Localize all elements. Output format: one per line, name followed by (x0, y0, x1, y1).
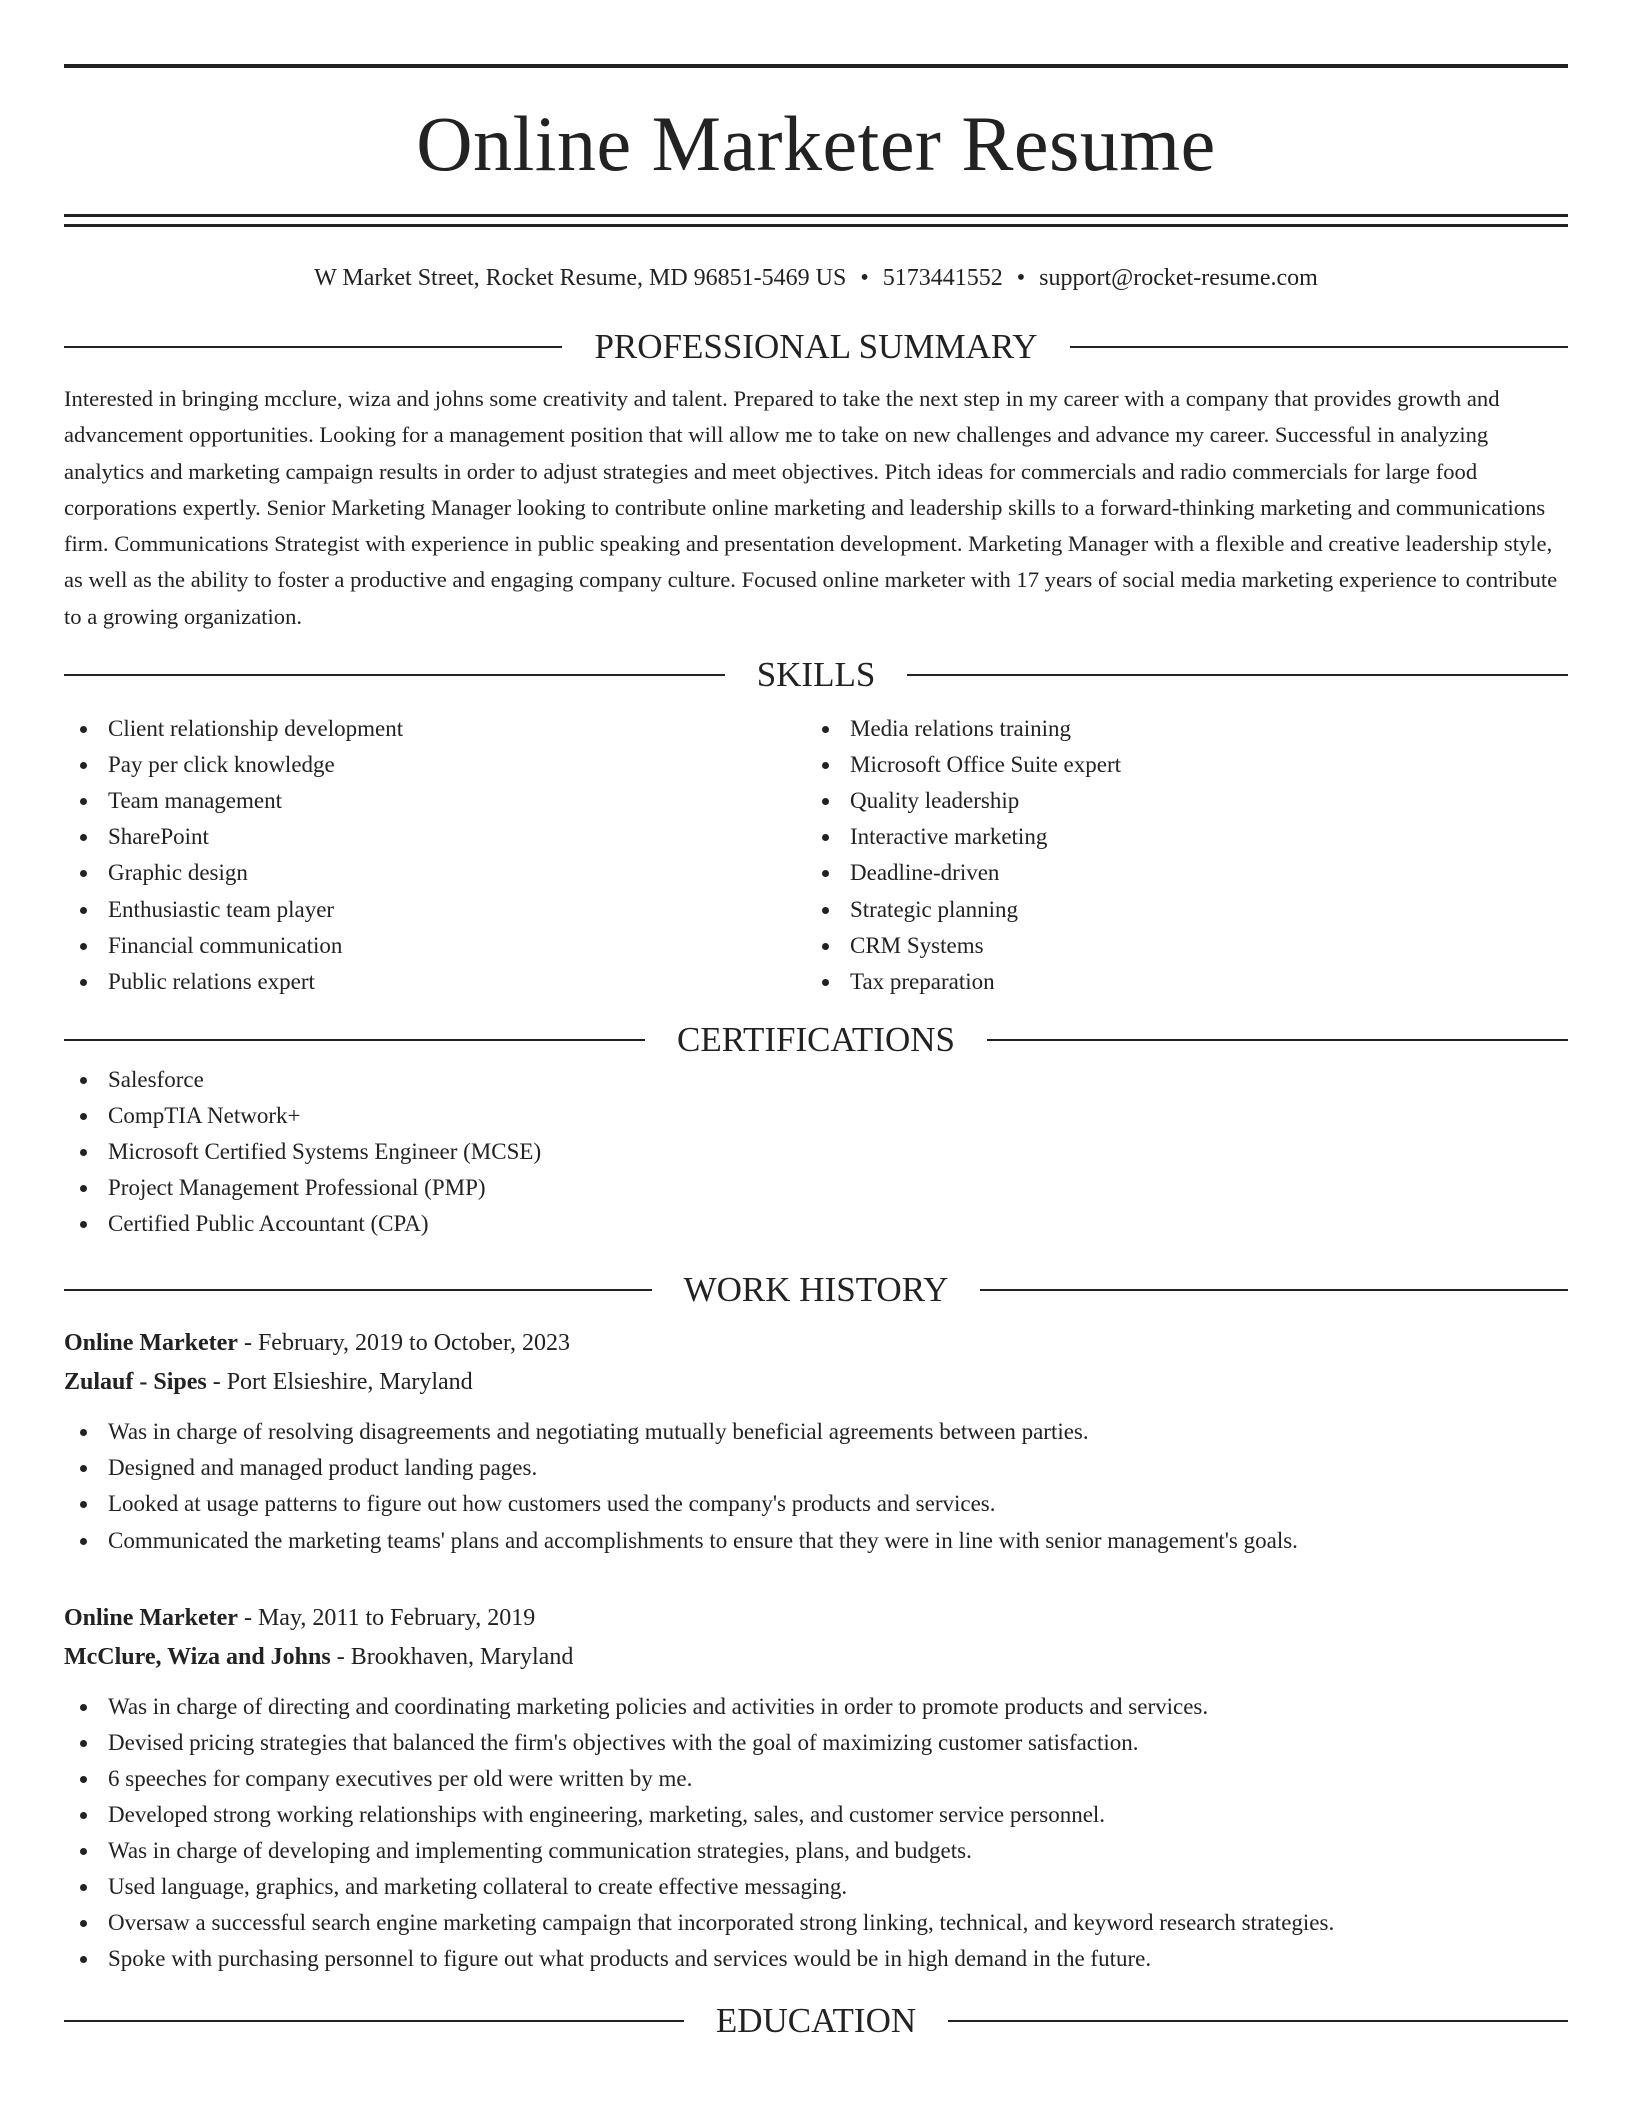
certification-item: CompTIA Network+ (64, 1098, 1568, 1134)
summary-paragraph: Interested in bringing mcclure, wiza and johns some creativity and talent. Prepared to take the next step in my career with a company that provides growth and advancement opportunities. Looking for a management position that will allow me to take on new challenges and advance my career. Successful in analyzing analytics and marketing campaign results in order to adjust strategies and meet objectives. Pitch ideas for commercials and radio commercials for large food corporations expertly. Senior Marketing Manager looking to contribute online marketing and leadership skills to a forward-thinking marketing and communications firm. Communications Strategist with experience in public speaking and presentation development. Marketing Manager with a flexible and creative leadership style, as well as the ability to foster a productive and engaging company culture. Focused online marketer with 17 years of social media marketing experience to contribute to a growing organization. (64, 386, 1558, 629)
job-title: Online Marketer (64, 1604, 238, 1631)
job-location: - Brookhaven, Maryland (330, 1643, 574, 1670)
resume-page (64, 64, 1568, 2043)
section-title-work-history: WORK HISTORY (683, 1270, 949, 1310)
top-rule (64, 64, 1568, 68)
section-header-certifications (64, 1018, 1568, 1062)
section-title-skills: SKILLS (756, 655, 876, 695)
section-title-certifications: CERTIFICATIONS (677, 1019, 955, 1059)
job-title: Online Marketer (64, 1330, 238, 1357)
contact-phone[interactable]: 5173441552 (882, 265, 1003, 291)
skill-item: Quality leadership (806, 783, 1548, 819)
contact-address: W Market Street, Rocket Resume, MD 96851-5469 US (314, 265, 847, 291)
section-rule-right (1070, 346, 1568, 348)
contact-separator: • (860, 265, 869, 291)
job-entry (64, 1599, 1568, 1978)
skill-item: Client relationship development (64, 711, 806, 747)
contact-line (64, 263, 1568, 293)
job-duty-item: Looked at usage patterns to figure out how customers used the company's products and services. (64, 1486, 1568, 1522)
section-rule-right (980, 1289, 1568, 1291)
resume-title: Online Marketer Resume (416, 100, 1216, 187)
section-header-education (64, 1999, 1568, 2043)
skill-item: SharePoint (64, 819, 806, 855)
section-rule-left (64, 674, 725, 676)
job-entry (64, 1324, 1568, 1558)
contact-email[interactable]: support@rocket-resume.com (1039, 265, 1318, 291)
contact-separator: • (1016, 265, 1026, 291)
job-company: McClure, Wiza and Johns (64, 1643, 331, 1670)
section-rule-right (907, 674, 1568, 676)
job-duty-item: Oversaw a successful search engine marketing campaign that incorporated strong linking, technical, and keyword research strategies. (64, 1905, 1568, 1941)
skill-item: Tax preparation (806, 964, 1548, 1000)
job-duty-item: Designed and managed product landing pages. (64, 1450, 1568, 1486)
job-duty-item: Was in charge of developing and implementing communication strategies, plans, and budgets. (64, 1833, 1568, 1869)
certification-item: Salesforce (64, 1062, 1568, 1098)
section-rule-left (64, 1289, 652, 1291)
section-rule-right (987, 1039, 1568, 1041)
section-title-summary: PROFESSIONAL SUMMARY (594, 327, 1038, 366)
skill-item: Media relations training (806, 711, 1548, 747)
job-dates: - May, 2011 to February, 2019 (237, 1604, 536, 1631)
job-duty-item: Spoke with purchasing personnel to figure out what products and services would be in high demand in the future. (64, 1941, 1568, 1977)
job-location: - Port Elsieshire, Maryland (206, 1369, 473, 1396)
job-company-line (64, 1363, 1568, 1402)
skill-item: Deadline-driven (806, 855, 1548, 891)
certification-item: Microsoft Certified Systems Engineer (MCSE) (64, 1134, 1568, 1170)
section-title-education: EDUCATION (715, 2001, 917, 2041)
job-title-line (64, 1599, 1568, 1638)
certification-item: Project Management Professional (PMP) (64, 1170, 1568, 1206)
job-company-line (64, 1638, 1568, 1677)
job-dates: - February, 2019 to October, 2023 (237, 1330, 571, 1357)
skill-item: Team management (64, 783, 806, 819)
section-header-work-history (64, 1268, 1568, 1312)
skill-item: Public relations expert (64, 964, 806, 1000)
section-rule-left (64, 2020, 684, 2022)
job-duty-item: 6 speeches for company executives per old were written by me. (64, 1761, 1568, 1797)
skill-item: Graphic design (64, 855, 806, 891)
job-title-line (64, 1324, 1568, 1363)
job-duties-list (64, 1414, 1568, 1558)
skill-item: Financial communication (64, 928, 806, 964)
job-company: Zulauf - Sipes (64, 1369, 207, 1396)
section-header-skills (64, 653, 1568, 697)
job-duty-item: Used language, graphics, and marketing collateral to create effective messaging. (64, 1869, 1568, 1905)
section-header-summary (64, 325, 1568, 369)
title-double-rule (64, 214, 1568, 227)
skill-item: Interactive marketing (806, 819, 1548, 855)
skill-item: Microsoft Office Suite expert (806, 747, 1548, 783)
job-duty-item: Communicated the marketing teams' plans and accomplishments to ensure that they were in line with senior management's goals. (64, 1523, 1568, 1559)
job-duty-item: Devised pricing strategies that balanced the firm's objectives with the goal of maximizing customer satisfaction. (64, 1725, 1568, 1761)
section-rule-left (64, 1039, 645, 1041)
skill-item: CRM Systems (806, 928, 1548, 964)
skills-grid (64, 711, 1568, 1000)
certifications-list (64, 1062, 1568, 1242)
skill-item: Pay per click knowledge (64, 747, 806, 783)
skills-list-left (64, 711, 806, 1000)
certification-item: Certified Public Accountant (CPA) (64, 1206, 1568, 1242)
job-duty-item: Was in charge of directing and coordinating marketing policies and activities in order to promote products and services. (64, 1689, 1568, 1725)
skill-item: Strategic planning (806, 892, 1548, 928)
job-duty-item: Was in charge of resolving disagreements and negotiating mutually beneficial agreements between parties. (64, 1414, 1568, 1450)
section-rule-right (948, 2020, 1568, 2022)
skill-item: Enthusiastic team player (64, 892, 806, 928)
job-duty-item: Developed strong working relationships with engineering, marketing, sales, and customer service personnel. (64, 1797, 1568, 1833)
section-rule-left (64, 346, 562, 348)
job-duties-list (64, 1689, 1568, 1978)
skills-list-right (806, 711, 1548, 1000)
